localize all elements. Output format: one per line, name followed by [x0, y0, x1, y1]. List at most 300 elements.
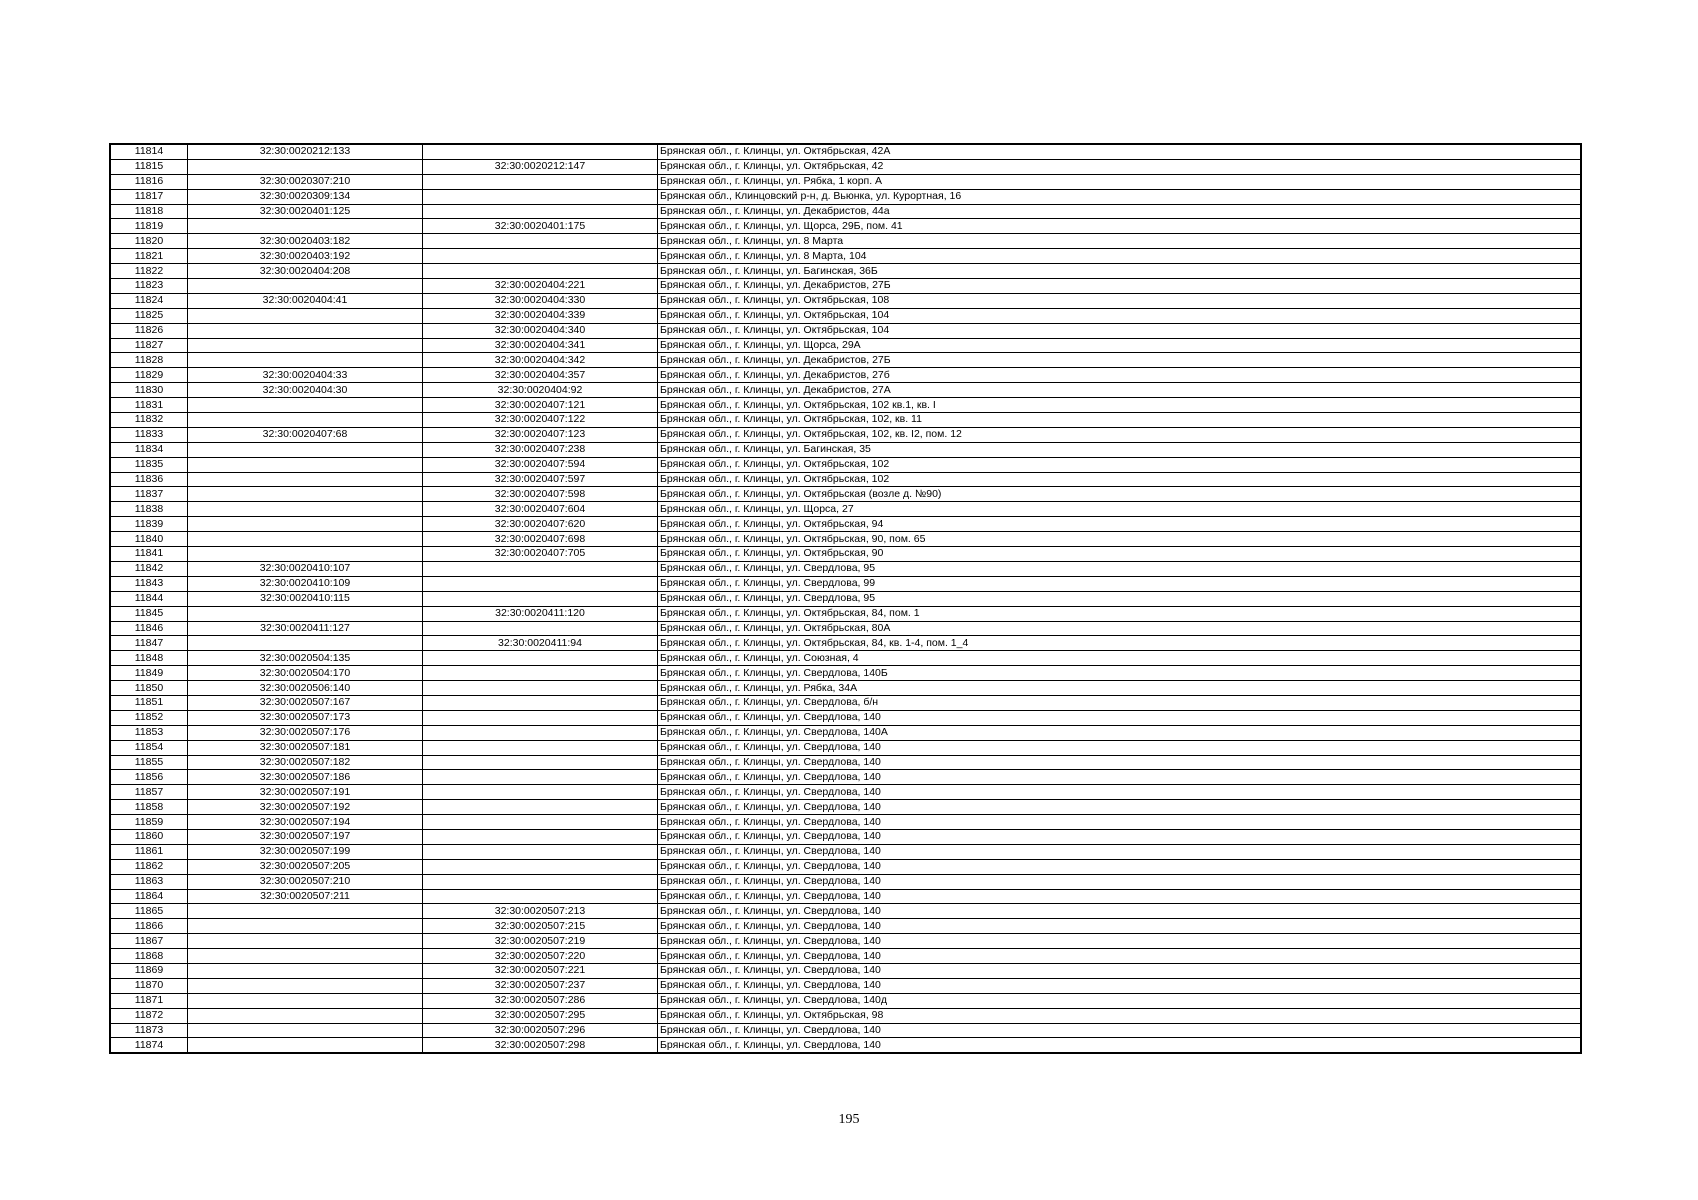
address-cell: Брянская обл., г. Клинцы, ул. Щорса, 29А: [658, 338, 1581, 353]
table-row: [111, 695, 1581, 710]
related-cadastral-number-cell: 32:30:0020411:94: [423, 636, 658, 651]
row-number-cell: 11863: [111, 874, 188, 889]
table-row: [111, 993, 1581, 1008]
table-row: [111, 547, 1581, 562]
related-cadastral-number-cell: 32:30:0020407:698: [423, 532, 658, 547]
address-cell: Брянская обл., г. Клинцы, ул. Декабристов, 27Б: [658, 279, 1581, 294]
row-number-cell: 11815: [111, 159, 188, 174]
registry-table-body: [111, 145, 1581, 1053]
cadastral-number-cell: [188, 978, 423, 993]
address-cell: Брянская обл., г. Клинцы, ул. Октябрьская, 90: [658, 547, 1581, 562]
related-cadastral-number-cell: [423, 264, 658, 279]
cadastral-number-cell: 32:30:0020507:181: [188, 740, 423, 755]
related-cadastral-number-cell: [423, 755, 658, 770]
address-cell: Брянская обл., г. Клинцы, ул. Рябка, 1 корп. А: [658, 174, 1581, 189]
row-number-cell: 11857: [111, 785, 188, 800]
address-cell: Брянская обл., г. Клинцы, ул. Свердлова, 140: [658, 963, 1581, 978]
row-number-cell: 11843: [111, 576, 188, 591]
row-number-cell: 11852: [111, 710, 188, 725]
row-number-cell: 11826: [111, 323, 188, 338]
cadastral-number-cell: 32:30:0020504:170: [188, 666, 423, 681]
table-row: [111, 934, 1581, 949]
table-row: [111, 487, 1581, 502]
address-cell: Брянская обл., г. Клинцы, ул. Свердлова, 95: [658, 591, 1581, 606]
table-row: [111, 517, 1581, 532]
row-number-cell: 11822: [111, 264, 188, 279]
address-cell: Брянская обл., г. Клинцы, ул. 8 Марта, 104: [658, 249, 1581, 264]
table-row: [111, 472, 1581, 487]
table-row: [111, 904, 1581, 919]
table-row: [111, 591, 1581, 606]
address-cell: Брянская обл., г. Клинцы, ул. Октябрьская, 94: [658, 517, 1581, 532]
row-number-cell: 11832: [111, 413, 188, 428]
address-cell: Брянская обл., г. Клинцы, ул. Октябрьская, 80А: [658, 621, 1581, 636]
table-row: [111, 829, 1581, 844]
related-cadastral-number-cell: 32:30:0020401:175: [423, 219, 658, 234]
row-number-cell: 11836: [111, 472, 188, 487]
cadastral-number-cell: [188, 636, 423, 651]
table-row: [111, 919, 1581, 934]
table-row: [111, 1023, 1581, 1038]
related-cadastral-number-cell: [423, 859, 658, 874]
row-number-cell: 11825: [111, 308, 188, 323]
table-row: [111, 844, 1581, 859]
table-row: [111, 576, 1581, 591]
related-cadastral-number-cell: 32:30:0020407:604: [423, 502, 658, 517]
table-row: [111, 755, 1581, 770]
address-cell: Брянская обл., г. Клинцы, ул. Свердлова, 140Б: [658, 666, 1581, 681]
related-cadastral-number-cell: 32:30:0020407:705: [423, 547, 658, 562]
cadastral-number-cell: 32:30:0020404:41: [188, 293, 423, 308]
related-cadastral-number-cell: [423, 785, 658, 800]
cadastral-number-cell: 32:30:0020407:68: [188, 427, 423, 442]
cadastral-number-cell: [188, 279, 423, 294]
related-cadastral-number-cell: [423, 174, 658, 189]
cadastral-number-cell: 32:30:0020507:176: [188, 725, 423, 740]
cadastral-number-cell: [188, 487, 423, 502]
row-number-cell: 11853: [111, 725, 188, 740]
row-number-cell: 11816: [111, 174, 188, 189]
table-row: [111, 636, 1581, 651]
table-row: [111, 398, 1581, 413]
table-row: [111, 353, 1581, 368]
related-cadastral-number-cell: 32:30:0020404:339: [423, 308, 658, 323]
row-number-cell: 11864: [111, 889, 188, 904]
table-row: [111, 234, 1581, 249]
cadastral-number-cell: 32:30:0020401:125: [188, 204, 423, 219]
cadastral-number-cell: 32:30:0020507:182: [188, 755, 423, 770]
address-cell: Брянская обл., г. Клинцы, ул. Октябрьская, 102, кв. 11: [658, 413, 1581, 428]
row-number-cell: 11858: [111, 800, 188, 815]
related-cadastral-number-cell: 32:30:0020404:92: [423, 383, 658, 398]
cadastral-number-cell: 32:30:0020507:192: [188, 800, 423, 815]
row-number-cell: 11821: [111, 249, 188, 264]
row-number-cell: 11828: [111, 353, 188, 368]
row-number-cell: 11865: [111, 904, 188, 919]
cadastral-number-cell: [188, 532, 423, 547]
address-cell: Брянская обл., г. Клинцы, ул. Свердлова, 140: [658, 815, 1581, 830]
row-number-cell: 11819: [111, 219, 188, 234]
related-cadastral-number-cell: [423, 249, 658, 264]
page-number: 195: [838, 1112, 860, 1127]
registry-table: [110, 144, 1581, 1053]
related-cadastral-number-cell: 32:30:0020407:598: [423, 487, 658, 502]
address-cell: Брянская обл., г. Клинцы, ул. Свердлова, 140: [658, 755, 1581, 770]
table-row: [111, 978, 1581, 993]
address-cell: Брянская обл., г. Клинцы, ул. Октябрьская, 104: [658, 308, 1581, 323]
table-row: [111, 874, 1581, 889]
row-number-cell: 11847: [111, 636, 188, 651]
cadastral-number-cell: [188, 1008, 423, 1023]
address-cell: Брянская обл., г. Клинцы, ул. Рябка, 34А: [658, 681, 1581, 696]
address-cell: Брянская обл., г. Клинцы, ул. Октябрьская, 104: [658, 323, 1581, 338]
cadastral-number-cell: 32:30:0020507:197: [188, 829, 423, 844]
table-row: [111, 889, 1581, 904]
related-cadastral-number-cell: 32:30:0020507:295: [423, 1008, 658, 1023]
table-row: [111, 770, 1581, 785]
row-number-cell: 11860: [111, 829, 188, 844]
cadastral-number-cell: [188, 353, 423, 368]
related-cadastral-number-cell: 32:30:0020407:122: [423, 413, 658, 428]
address-cell: Брянская обл., г. Клинцы, ул. Свердлова, 140: [658, 919, 1581, 934]
related-cadastral-number-cell: [423, 800, 658, 815]
related-cadastral-number-cell: 32:30:0020507:286: [423, 993, 658, 1008]
row-number-cell: 11859: [111, 815, 188, 830]
cadastral-number-cell: [188, 919, 423, 934]
address-cell: Брянская обл., г. Клинцы, ул. Свердлова, 140: [658, 800, 1581, 815]
cadastral-number-cell: 32:30:0020403:182: [188, 234, 423, 249]
address-cell: Брянская обл., г. Клинцы, ул. Свердлова, 140: [658, 978, 1581, 993]
cadastral-number-cell: 32:30:0020507:211: [188, 889, 423, 904]
related-cadastral-number-cell: [423, 829, 658, 844]
cadastral-number-cell: [188, 323, 423, 338]
address-cell: Брянская обл., г. Клинцы, ул. Свердлова, б/н: [658, 695, 1581, 710]
cadastral-number-cell: 32:30:0020507:194: [188, 815, 423, 830]
address-cell: Брянская обл., г. Клинцы, ул. 8 Марта: [658, 234, 1581, 249]
related-cadastral-number-cell: 32:30:0020404:340: [423, 323, 658, 338]
row-number-cell: 11870: [111, 978, 188, 993]
cadastral-number-cell: 32:30:0020404:30: [188, 383, 423, 398]
address-cell: Брянская обл., г. Клинцы, ул. Октябрьская, 42: [658, 159, 1581, 174]
row-number-cell: 11840: [111, 532, 188, 547]
related-cadastral-number-cell: 32:30:0020507:219: [423, 934, 658, 949]
table-row: [111, 264, 1581, 279]
related-cadastral-number-cell: 32:30:0020507:215: [423, 919, 658, 934]
related-cadastral-number-cell: [423, 681, 658, 696]
row-number-cell: 11841: [111, 547, 188, 562]
table-row: [111, 1038, 1581, 1053]
related-cadastral-number-cell: 32:30:0020407:123: [423, 427, 658, 442]
related-cadastral-number-cell: 32:30:0020407:121: [423, 398, 658, 413]
cadastral-number-cell: [188, 934, 423, 949]
cadastral-number-cell: 32:30:0020410:107: [188, 561, 423, 576]
table-row: [111, 532, 1581, 547]
row-number-cell: 11824: [111, 293, 188, 308]
cadastral-number-cell: [188, 904, 423, 919]
row-number-cell: 11814: [111, 145, 188, 160]
table-row: [111, 174, 1581, 189]
related-cadastral-number-cell: 32:30:0020507:220: [423, 949, 658, 964]
table-row: [111, 457, 1581, 472]
related-cadastral-number-cell: [423, 695, 658, 710]
cadastral-number-cell: [188, 398, 423, 413]
table-row: [111, 427, 1581, 442]
related-cadastral-number-cell: [423, 710, 658, 725]
cadastral-number-cell: 32:30:0020404:208: [188, 264, 423, 279]
address-cell: Брянская обл., г. Клинцы, ул. Свердлова, 140: [658, 1023, 1581, 1038]
related-cadastral-number-cell: 32:30:0020407:238: [423, 442, 658, 457]
table-row: [111, 249, 1581, 264]
cadastral-number-cell: 32:30:0020507:173: [188, 710, 423, 725]
row-number-cell: 11871: [111, 993, 188, 1008]
table-row: [111, 666, 1581, 681]
cadastral-number-cell: [188, 606, 423, 621]
related-cadastral-number-cell: 32:30:0020507:221: [423, 963, 658, 978]
row-number-cell: 11838: [111, 502, 188, 517]
table-row: [111, 308, 1581, 323]
table-row: [111, 949, 1581, 964]
address-cell: Брянская обл., г. Клинцы, ул. Декабристов, 27А: [658, 383, 1581, 398]
row-number-cell: 11837: [111, 487, 188, 502]
row-number-cell: 11827: [111, 338, 188, 353]
related-cadastral-number-cell: 32:30:0020507:298: [423, 1038, 658, 1053]
address-cell: Брянская обл., г. Клинцы, ул. Союзная, 4: [658, 651, 1581, 666]
table-row: [111, 442, 1581, 457]
address-cell: Брянская обл., г. Клинцы, ул. Свердлова, 140: [658, 829, 1581, 844]
related-cadastral-number-cell: [423, 591, 658, 606]
related-cadastral-number-cell: [423, 844, 658, 859]
address-cell: Брянская обл., г. Клинцы, ул. Октябрьская (возле д. №90): [658, 487, 1581, 502]
related-cadastral-number-cell: [423, 561, 658, 576]
table-row: [111, 800, 1581, 815]
related-cadastral-number-cell: [423, 204, 658, 219]
row-number-cell: 11850: [111, 681, 188, 696]
row-number-cell: 11849: [111, 666, 188, 681]
address-cell: Брянская обл., г. Клинцы, ул. Свердлова, 140: [658, 1038, 1581, 1053]
cadastral-number-cell: [188, 219, 423, 234]
row-number-cell: 11855: [111, 755, 188, 770]
row-number-cell: 11829: [111, 368, 188, 383]
row-number-cell: 11854: [111, 740, 188, 755]
related-cadastral-number-cell: 32:30:0020507:296: [423, 1023, 658, 1038]
row-number-cell: 11862: [111, 859, 188, 874]
address-cell: Брянская обл., г. Клинцы, ул. Свердлова, 140: [658, 710, 1581, 725]
cadastral-number-cell: 32:30:0020507:167: [188, 695, 423, 710]
cadastral-number-cell: [188, 442, 423, 457]
row-number-cell: 11839: [111, 517, 188, 532]
row-number-cell: 11866: [111, 919, 188, 934]
cadastral-number-cell: 32:30:0020309:134: [188, 189, 423, 204]
row-number-cell: 11834: [111, 442, 188, 457]
related-cadastral-number-cell: 32:30:0020407:594: [423, 457, 658, 472]
row-number-cell: 11867: [111, 934, 188, 949]
row-number-cell: 11856: [111, 770, 188, 785]
address-cell: Брянская обл., г. Клинцы, ул. Октябрьская, 102 кв.1, кв. I: [658, 398, 1581, 413]
related-cadastral-number-cell: [423, 740, 658, 755]
related-cadastral-number-cell: 32:30:0020411:120: [423, 606, 658, 621]
table-row: [111, 189, 1581, 204]
row-number-cell: 11835: [111, 457, 188, 472]
related-cadastral-number-cell: 32:30:0020507:237: [423, 978, 658, 993]
address-cell: Брянская обл., Клинцовский р-н, д. Вьюнка, ул. Курортная, 16: [658, 189, 1581, 204]
address-cell: Брянская обл., г. Клинцы, ул. Багинская, 36Б: [658, 264, 1581, 279]
row-number-cell: 11868: [111, 949, 188, 964]
related-cadastral-number-cell: 32:30:0020404:342: [423, 353, 658, 368]
address-cell: Брянская обл., г. Клинцы, ул. Свердлова, 140: [658, 844, 1581, 859]
cadastral-number-cell: [188, 993, 423, 1008]
cadastral-number-cell: [188, 308, 423, 323]
related-cadastral-number-cell: [423, 770, 658, 785]
row-number-cell: 11820: [111, 234, 188, 249]
cadastral-number-cell: [188, 413, 423, 428]
address-cell: Брянская обл., г. Клинцы, ул. Свердлова, 140: [658, 904, 1581, 919]
address-cell: Брянская обл., г. Клинцы, ул. Декабристов, 27Б: [658, 353, 1581, 368]
cadastral-number-cell: 32:30:0020212:133: [188, 145, 423, 160]
related-cadastral-number-cell: [423, 234, 658, 249]
related-cadastral-number-cell: [423, 815, 658, 830]
related-cadastral-number-cell: 32:30:0020404:357: [423, 368, 658, 383]
table-row: [111, 159, 1581, 174]
address-cell: Брянская обл., г. Клинцы, ул. Октябрьская, 102, кв. I2, пом. 12: [658, 427, 1581, 442]
row-number-cell: 11873: [111, 1023, 188, 1038]
address-cell: Брянская обл., г. Клинцы, ул. Свердлова, 140А: [658, 725, 1581, 740]
related-cadastral-number-cell: 32:30:0020404:221: [423, 279, 658, 294]
cadastral-number-cell: [188, 963, 423, 978]
address-cell: Брянская обл., г. Клинцы, ул. Октябрьская, 102: [658, 457, 1581, 472]
cadastral-number-cell: [188, 472, 423, 487]
table-row: [111, 785, 1581, 800]
cadastral-number-cell: 32:30:0020404:33: [188, 368, 423, 383]
related-cadastral-number-cell: [423, 874, 658, 889]
address-cell: Брянская обл., г. Клинцы, ул. Октябрьская, 42А: [658, 145, 1581, 160]
row-number-cell: 11830: [111, 383, 188, 398]
table-row: [111, 621, 1581, 636]
address-cell: Брянская обл., г. Клинцы, ул. Октябрьская, 90, пом. 65: [658, 532, 1581, 547]
cadastral-number-cell: [188, 457, 423, 472]
related-cadastral-number-cell: 32:30:0020507:213: [423, 904, 658, 919]
row-number-cell: 11823: [111, 279, 188, 294]
address-cell: Брянская обл., г. Клинцы, ул. Октябрьская, 84, пом. 1: [658, 606, 1581, 621]
row-number-cell: 11848: [111, 651, 188, 666]
cadastral-number-cell: 32:30:0020410:109: [188, 576, 423, 591]
address-cell: Брянская обл., г. Клинцы, ул. Октябрьская, 98: [658, 1008, 1581, 1023]
related-cadastral-number-cell: [423, 621, 658, 636]
table-row: [111, 323, 1581, 338]
cadastral-number-cell: 32:30:0020507:210: [188, 874, 423, 889]
cadastral-number-cell: 32:30:0020507:205: [188, 859, 423, 874]
related-cadastral-number-cell: 32:30:0020404:330: [423, 293, 658, 308]
address-cell: Брянская обл., г. Клинцы, ул. Октябрьская, 84, кв. 1-4, пом. 1_4: [658, 636, 1581, 651]
cadastral-number-cell: 32:30:0020507:191: [188, 785, 423, 800]
row-number-cell: 11846: [111, 621, 188, 636]
table-row: [111, 561, 1581, 576]
cadastral-number-cell: [188, 502, 423, 517]
cadastral-number-cell: 32:30:0020411:127: [188, 621, 423, 636]
table-row: [111, 651, 1581, 666]
address-cell: Брянская обл., г. Клинцы, ул. Свердлова, 140: [658, 949, 1581, 964]
table-row: [111, 293, 1581, 308]
row-number-cell: 11845: [111, 606, 188, 621]
row-number-cell: 11831: [111, 398, 188, 413]
address-cell: Брянская обл., г. Клинцы, ул. Декабристов, 44а: [658, 204, 1581, 219]
address-cell: Брянская обл., г. Клинцы, ул. Свердлова, 140: [658, 740, 1581, 755]
related-cadastral-number-cell: 32:30:0020404:341: [423, 338, 658, 353]
row-number-cell: 11869: [111, 963, 188, 978]
row-number-cell: 11844: [111, 591, 188, 606]
table-row: [111, 204, 1581, 219]
row-number-cell: 11851: [111, 695, 188, 710]
cadastral-number-cell: 32:30:0020403:192: [188, 249, 423, 264]
cadastral-number-cell: [188, 1023, 423, 1038]
row-number-cell: 11817: [111, 189, 188, 204]
table-row: [111, 859, 1581, 874]
table-row: [111, 606, 1581, 621]
cadastral-number-cell: [188, 159, 423, 174]
table-row: [111, 963, 1581, 978]
cadastral-number-cell: 32:30:0020307:210: [188, 174, 423, 189]
table-row: [111, 740, 1581, 755]
table-row: [111, 383, 1581, 398]
table-row: [111, 710, 1581, 725]
address-cell: Брянская обл., г. Клинцы, ул. Щорса, 29Б, пом. 41: [658, 219, 1581, 234]
cadastral-number-cell: 32:30:0020410:115: [188, 591, 423, 606]
address-cell: Брянская обл., г. Клинцы, ул. Октябрьская, 108: [658, 293, 1581, 308]
related-cadastral-number-cell: 32:30:0020407:620: [423, 517, 658, 532]
cadastral-number-cell: [188, 949, 423, 964]
address-cell: Брянская обл., г. Клинцы, ул. Свердлова, 140: [658, 770, 1581, 785]
related-cadastral-number-cell: [423, 725, 658, 740]
table-row: [111, 145, 1581, 160]
related-cadastral-number-cell: [423, 145, 658, 160]
row-number-cell: 11874: [111, 1038, 188, 1053]
table-row: [111, 219, 1581, 234]
related-cadastral-number-cell: 32:30:0020407:597: [423, 472, 658, 487]
cadastral-number-cell: 32:30:0020507:186: [188, 770, 423, 785]
table-row: [111, 815, 1581, 830]
table-row: [111, 279, 1581, 294]
table-row: [111, 413, 1581, 428]
address-cell: Брянская обл., г. Клинцы, ул. Свердлова, 140: [658, 889, 1581, 904]
row-number-cell: 11818: [111, 204, 188, 219]
related-cadastral-number-cell: [423, 576, 658, 591]
cadastral-number-cell: 32:30:0020506:140: [188, 681, 423, 696]
address-cell: Брянская обл., г. Клинцы, ул. Багинская, 35: [658, 442, 1581, 457]
cadastral-number-cell: [188, 517, 423, 532]
related-cadastral-number-cell: 32:30:0020212:147: [423, 159, 658, 174]
table-row: [111, 1008, 1581, 1023]
related-cadastral-number-cell: [423, 651, 658, 666]
table-row: [111, 681, 1581, 696]
cadastral-number-cell: [188, 338, 423, 353]
cadastral-number-cell: 32:30:0020507:199: [188, 844, 423, 859]
address-cell: Брянская обл., г. Клинцы, ул. Свердлова, 99: [658, 576, 1581, 591]
address-cell: Брянская обл., г. Клинцы, ул. Свердлова, 140: [658, 859, 1581, 874]
row-number-cell: 11861: [111, 844, 188, 859]
row-number-cell: 11872: [111, 1008, 188, 1023]
address-cell: Брянская обл., г. Клинцы, ул. Свердлова, 140д: [658, 993, 1581, 1008]
cadastral-number-cell: 32:30:0020504:135: [188, 651, 423, 666]
address-cell: Брянская обл., г. Клинцы, ул. Свердлова, 140: [658, 874, 1581, 889]
table-row: [111, 368, 1581, 383]
address-cell: Брянская обл., г. Клинцы, ул. Декабристов, 27б: [658, 368, 1581, 383]
table-row: [111, 502, 1581, 517]
cadastral-number-cell: [188, 547, 423, 562]
table-row: [111, 338, 1581, 353]
table-row: [111, 725, 1581, 740]
address-cell: Брянская обл., г. Клинцы, ул. Октябрьская, 102: [658, 472, 1581, 487]
cadastral-number-cell: [188, 1038, 423, 1053]
address-cell: Брянская обл., г. Клинцы, ул. Свердлова, 95: [658, 561, 1581, 576]
